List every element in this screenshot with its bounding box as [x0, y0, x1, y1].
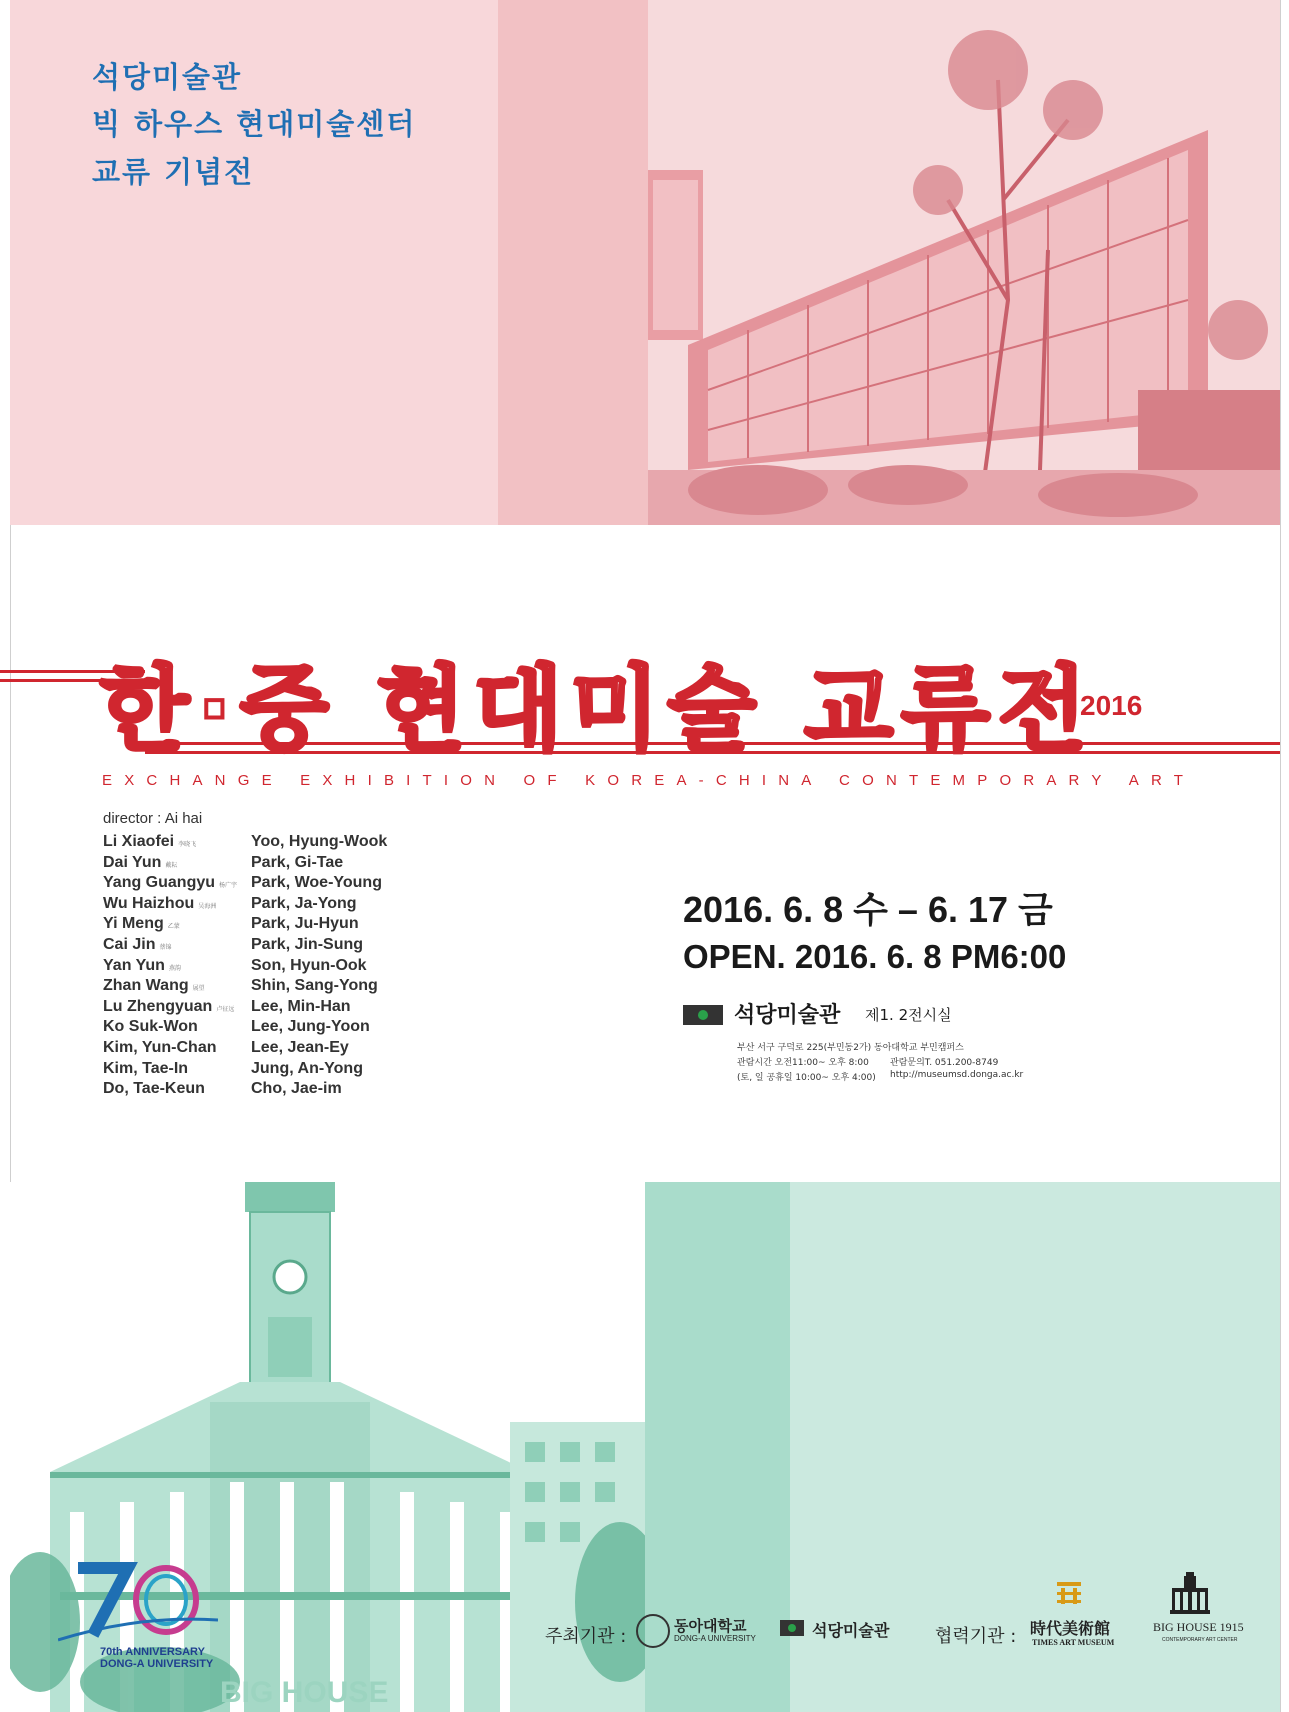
artist-item: Park, Ja-Yong [251, 894, 357, 912]
partner-museum-en: TIMES ART MUSEUM [1032, 1638, 1115, 1647]
main-title-english: EXCHANGE EXHIBITION OF KOREA-CHINA CONTEMPORARY ART [102, 772, 1196, 789]
artist-item: Lee, Jung-Yoon [251, 1018, 370, 1036]
header-panel [10, 0, 498, 525]
artist-item: Park, Ju-Hyun [251, 915, 359, 933]
times-museum-icon [1055, 1580, 1083, 1606]
artist-item: Dai Yun 戴耘 [103, 853, 178, 871]
main-title [100, 656, 1180, 763]
host-label: 주최기관 : [545, 1626, 627, 1647]
museum-small-logo-icon [780, 1620, 804, 1636]
artist-item: Kim, Tae-In [103, 1059, 189, 1077]
dong-a-seal-icon [636, 1614, 670, 1648]
svg-text:BIG HOUSE: BIG HOUSE [220, 1676, 389, 1709]
artist-item: Yan Yun 燕韵 [103, 956, 181, 974]
header-title-line-1: 석당미술관 [92, 60, 243, 94]
artist-item: Cai Jin 蔡锦 [103, 935, 172, 953]
big-house-building-icon [1168, 1572, 1212, 1616]
opening-time: OPEN. 2016. 6. 8 PM6:00 [683, 938, 1067, 975]
frame-right [1280, 0, 1281, 1712]
artist-item: Park, Woe-Young [251, 874, 382, 892]
venue-address: 부산 서구 구덕로 225(부민동2가) 동아대학교 부민캠퍼스 [737, 1043, 964, 1053]
director-credit: director : Ai hai [103, 810, 203, 827]
artist-item: Wu Haizhou 吴海洲 [103, 894, 217, 912]
partner-label: 협력기관 : [935, 1626, 1017, 1647]
exhibition-dates: 2016. 6. 8 수 – 6. 17 금 [683, 889, 1053, 930]
artist-item: Do, Tae-Keun [103, 1080, 205, 1098]
artist-item: Yi Meng 乙蒙 [103, 915, 180, 933]
artist-list-right [251, 832, 387, 1100]
artist-item: Li Xiaofei 李晓飞 [103, 833, 197, 850]
artist-item: Lee, Jean-Ey [251, 1038, 349, 1056]
big-house-label: BIG HOUSE 1915 [1153, 1620, 1244, 1634]
venue-url[interactable]: http://museumsd.donga.ac.kr [890, 1070, 1024, 1080]
artist-item: Park, Jin-Sung [251, 935, 364, 953]
partner-museum: 時代美術館 [1030, 1619, 1111, 1638]
host-museum: 석당미술관 [812, 1621, 890, 1640]
artist-item: Shin, Sang-Yong [251, 977, 378, 995]
host-university-en: DONG-A UNIVERSITY [674, 1634, 756, 1643]
venue-room: 제1. 2전시실 [865, 1006, 952, 1024]
header-strip [498, 0, 648, 525]
anniversary-70-icon [58, 1560, 218, 1650]
host-university: 동아대학교 [674, 1617, 747, 1635]
venue-name: 석당미술관 [734, 1003, 841, 1028]
anniversary-logo [58, 1560, 218, 1650]
artist-item: Jung, An-Yong [251, 1059, 363, 1077]
artist-item: Son, Hyun-Ook [251, 956, 367, 974]
big-house-sub: CONTEMPORARY ART CENTER [1162, 1637, 1238, 1643]
artist-item: Yoo, Hyung-Wook [251, 833, 388, 850]
header-title-line-3: 교류 기념전 [92, 155, 255, 189]
artist-item: Lu Zhengyuan 卢征远 [103, 997, 235, 1015]
artist-list-left [103, 832, 237, 1100]
header-title-line-2: 빅 하우스 현대미술센터 [92, 107, 417, 141]
venue-hours-weekend: (토, 일 공휴일 10:00~ 오후 4:00) [737, 1073, 876, 1083]
anniversary-label: 70th ANNIVERSARY [100, 1646, 205, 1658]
museum-building-photo [648, 0, 1280, 525]
anniversary-university: DONG-A UNIVERSITY [100, 1658, 214, 1670]
artist-item: Ko Suk-Won [103, 1018, 198, 1036]
artist-item: Cho, Jae-im [251, 1080, 342, 1098]
artist-item: Kim, Yun-Chan [103, 1038, 217, 1056]
museum-logo-icon [683, 1005, 723, 1025]
artist-item: Lee, Min-Han [251, 997, 351, 1015]
main-title-korean: 한·중 현대미술 교류전 [100, 656, 1095, 763]
artist-item: Park, Gi-Tae [251, 853, 344, 871]
main-title-year: 2016 [1080, 690, 1143, 721]
artist-item: Yang Guangyu 杨广宇 [103, 874, 238, 892]
venue-hours: 관람시간 오전11:00~ 오후 8:00 [737, 1058, 869, 1068]
artist-item: Zhan Wang 展望 [103, 977, 205, 995]
venue-phone: 관람문의T. 051.200-8749 [890, 1058, 999, 1068]
